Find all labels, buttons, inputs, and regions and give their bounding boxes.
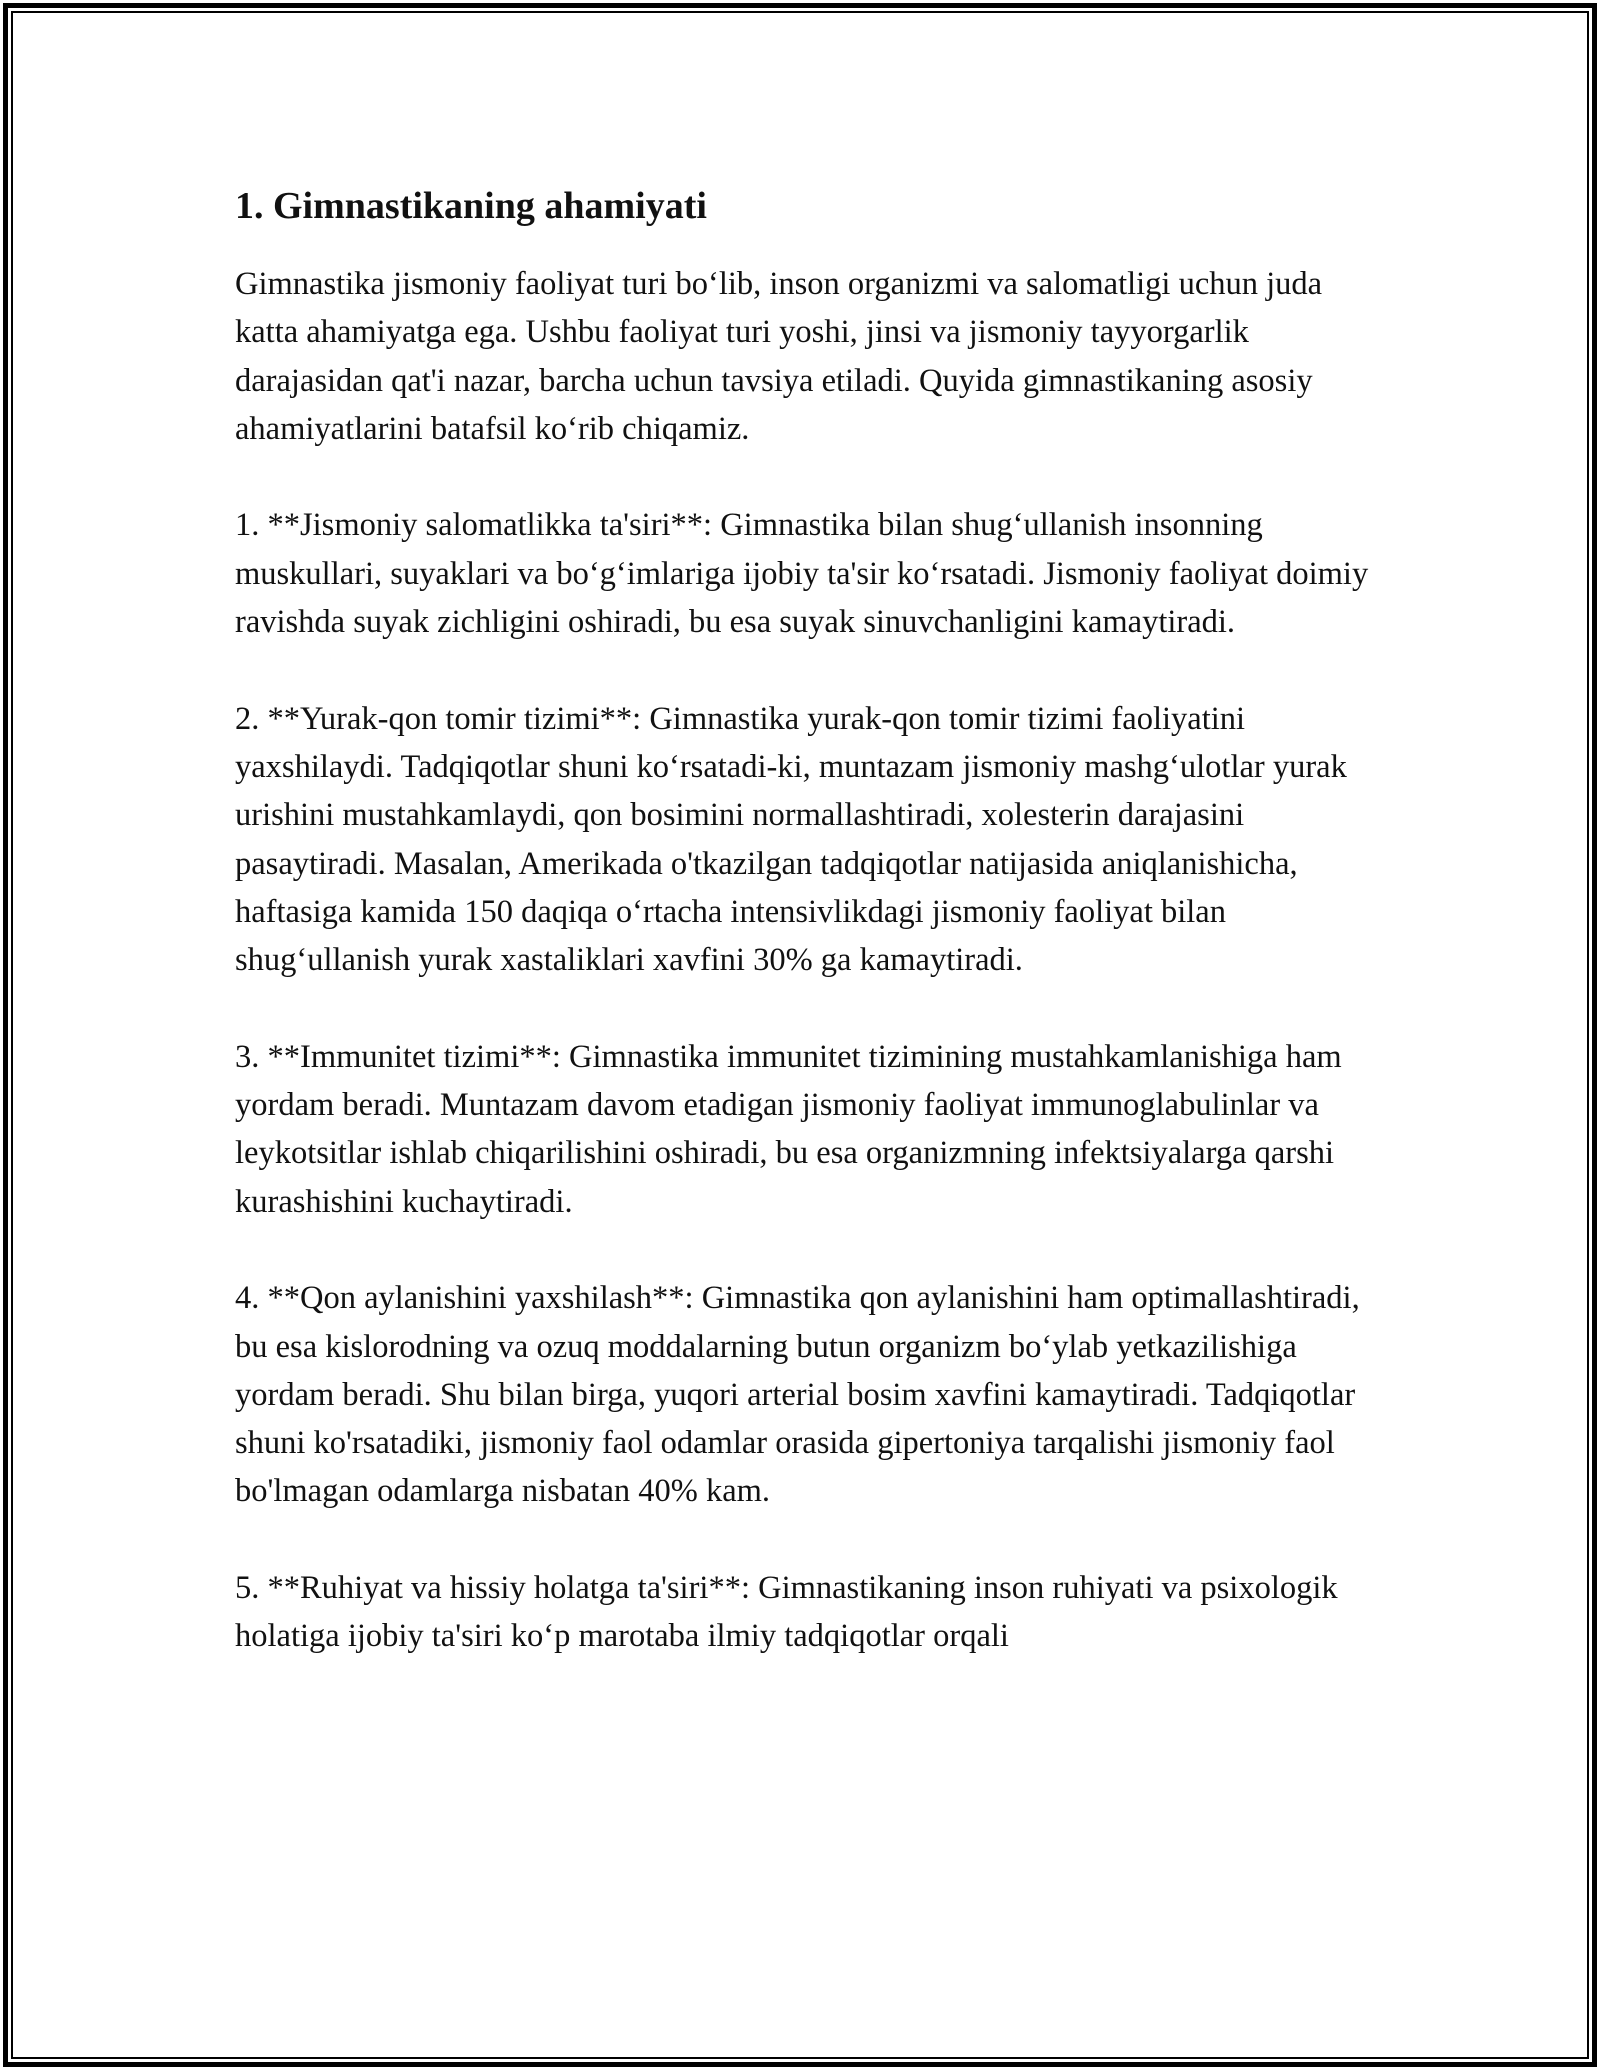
intro-paragraph: Gimnastika jismoniy faoliyat turi bo‘lib, inson organizmi va salomatligi uchun juda katta ahamiyatga ega. Ushbu faoliyat turi yoshi, jinsi va jismoniy tayyorgarlik darajasidan qat'i nazar, barcha uchun tavsiya etiladi. Quyida gimnastikaning asosiy ahamiyatlarini batafsil ko‘rib chiqamiz. — [235, 266, 1323, 447]
list-item-physical-health: 1. **Jismoniy salomatlikka ta'siri**: Gimnastika bilan shug‘ullanish insonning muskullari, suyaklari va bo‘g‘imlariga ijobiy ta'sir ko‘rsatadi. Jismoniy faoliyat doimiy ravishda suyak zichligini oshiradi, bu esa suyak sinuvchanligini kamaytiradi. — [235, 507, 1369, 641]
list-item-circulation: 4. **Qon aylanishini yaxshilash**: Gimnastika qon aylanishini ham optimallashtiradi, bu esa kislorodning va ozuq moddalarning butun organizm bo‘ylab yetkazilishiga yordam beradi. Shu bilan birga, yuqori arterial bosim xavfini kamaytiradi. Tadqiqotlar shuni ko'rsatadiki, jismoniy faol odamlar orasida gipertoniya tarqalishi jismoniy faol bo'lmagan odamlarga nisbatan 40% kam. — [235, 1280, 1360, 1510]
list-item-immune-system: 3. **Immunitet tizimi**: Gimnastika immunitet tizimining mustahkamlanishiga ham yordam beradi. Muntazam davom etadigan jismoniy faoliyat immunoglabulinlar va leykotsitlar ishlab chiqarilishini oshiradi, bu esa organizmning infektsiyalarga qarshi kurashishini kuchaytiradi. — [235, 1038, 1342, 1220]
list-item-cardiovascular: 2. **Yurak-qon tomir tizimi**: Gimnastika yurak-qon tomir tizimi faoliyatini yaxshilaydi. Tadqiqotlar shuni ko‘rsatadi-ki, muntazam jismoniy mashg‘ulotlar yurak urishini mustahkamlaydi, qon bosimini normallashtiradi, xolesterin darajasini pasaytiradi. Masalan, Amerikada o'tkazilgan tadqiqotlar natijasida aniqlanishicha, haftasiga kamida 150 daqiqa o‘rtacha intensivlikdagi jismoniy faoliyat bilan shug‘ullanish yurak xastaliklari xavfini 30% ga kamaytiradi. — [235, 700, 1347, 979]
list-item-mental-health: 5. **Ruhiyat va hissiy holatga ta'siri**: Gimnastikaning inson ruhiyati va psixologik holatiga ijobiy ta'siri ko‘p marotaba ilmiy tadqiqotlar orqali — [235, 1570, 1338, 1655]
section-title: 1. Gimnastikaning ahamiyati — [235, 185, 707, 227]
document-body — [235, 182, 1385, 1661]
